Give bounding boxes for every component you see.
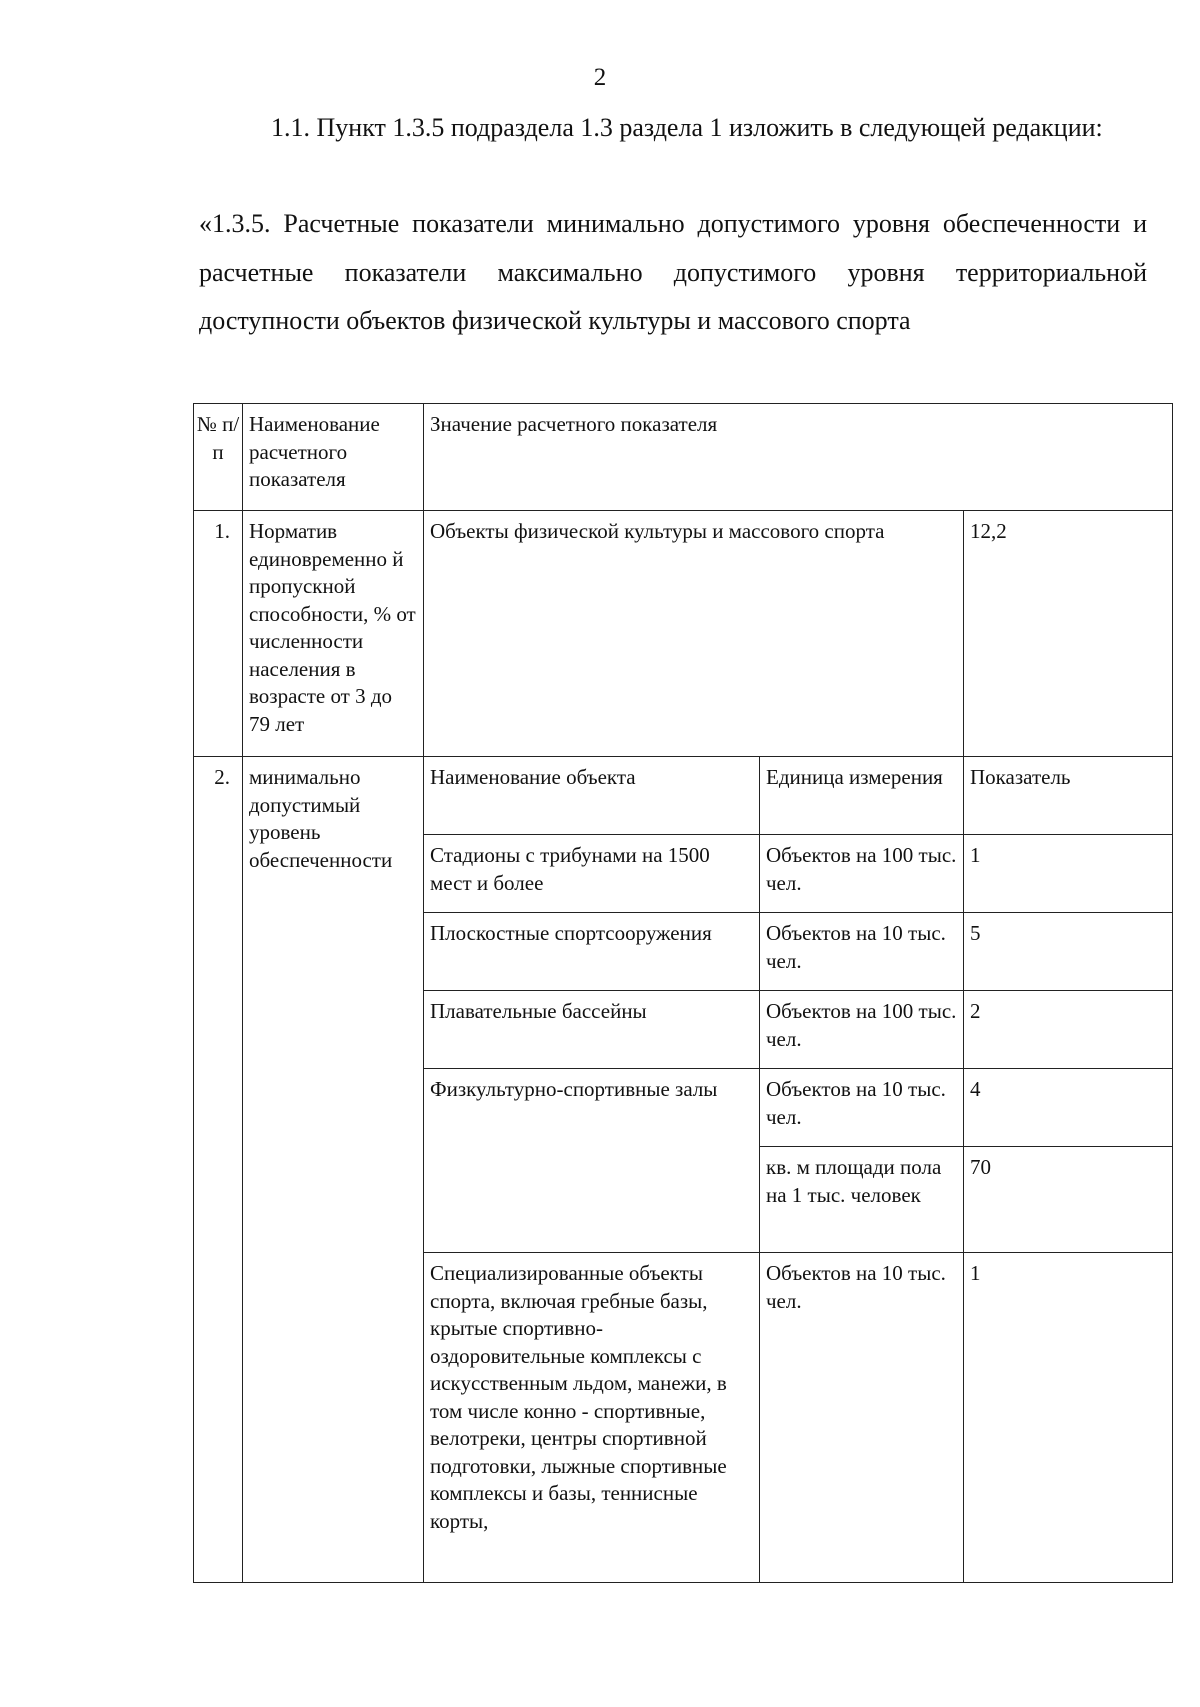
item-unit-cell: Объектов на 100 тыс. чел. — [760, 835, 964, 913]
row1-name-cell: Норматив единовременно й пропускной способности, % от численности населения в возрасте от 3 до 79 лет — [243, 511, 424, 757]
header-num-cell: № п/п — [194, 404, 243, 511]
row1-object-cell: Объекты физической культуры и массового спорта — [424, 511, 964, 757]
indicators-table — [193, 403, 1173, 1583]
item-unit-cell: Объектов на 10 тыс. чел. — [760, 1069, 964, 1147]
page-number: 2 — [593, 64, 607, 91]
item-object-cell: Плавательные бассейны — [424, 991, 760, 1069]
item-object-cell: Специализированные объекты спорта, включая гребные базы, крытые спортивно-оздоровительные комплексы с искусственным льдом, манежи, в том числе конно - спортивные, велотреки, центры спортивной подготовки, лыжные спортивные комплексы и базы, теннисные корты, — [424, 1253, 760, 1583]
paragraph-section-title: «1.3.5. Расчетные показатели минимально допустимого уровня обеспеченности и расчетные показатели максимально допустимого уровня территориальной доступности объектов физической культуры и массового спорта — [199, 209, 1147, 335]
paragraph-amendment: 1.1. Пункт 1.3.5 подраздела 1.3 раздела 1 изложить в следующей редакции: — [271, 113, 1103, 142]
item-object-cell: Физкультурно-спортивные залы — [424, 1069, 760, 1253]
row1-num-cell: 1. — [194, 511, 243, 757]
item-object-cell: Стадионы с трибунами на 1500 мест и более — [424, 835, 760, 913]
subheader-object-cell: Наименование объекта — [424, 757, 760, 835]
row2-name-cell: минимально допустимый уровень обеспеченности — [243, 757, 424, 1583]
item-unit-cell: Объектов на 10 тыс. чел. — [760, 913, 964, 991]
table-row — [194, 511, 1173, 757]
item-value-cell: 70 — [964, 1147, 1173, 1253]
item-unit-cell: Объектов на 100 тыс. чел. — [760, 991, 964, 1069]
table-header-row — [194, 404, 1173, 511]
subheader-unit-cell: Единица измерения — [760, 757, 964, 835]
item-value-cell: 5 — [964, 913, 1173, 991]
row1-value-cell: 12,2 — [964, 511, 1173, 757]
header-value-cell: Значение расчетного показателя — [424, 404, 1173, 511]
item-object-cell: Плоскостные спортсооружения — [424, 913, 760, 991]
table-row — [194, 757, 1173, 835]
item-value-cell: 2 — [964, 991, 1173, 1069]
item-value-cell: 1 — [964, 835, 1173, 913]
item-value-cell: 4 — [964, 1069, 1173, 1147]
item-value-cell: 1 — [964, 1253, 1173, 1583]
item-unit-cell: Объектов на 10 тыс. чел. — [760, 1253, 964, 1583]
header-name-cell: Наименование расчетного показателя — [243, 404, 424, 511]
subheader-indicator-cell: Показатель — [964, 757, 1173, 835]
row2-num-cell: 2. — [194, 757, 243, 1583]
item-unit-cell: кв. м площади пола на 1 тыс. человек — [760, 1147, 964, 1253]
